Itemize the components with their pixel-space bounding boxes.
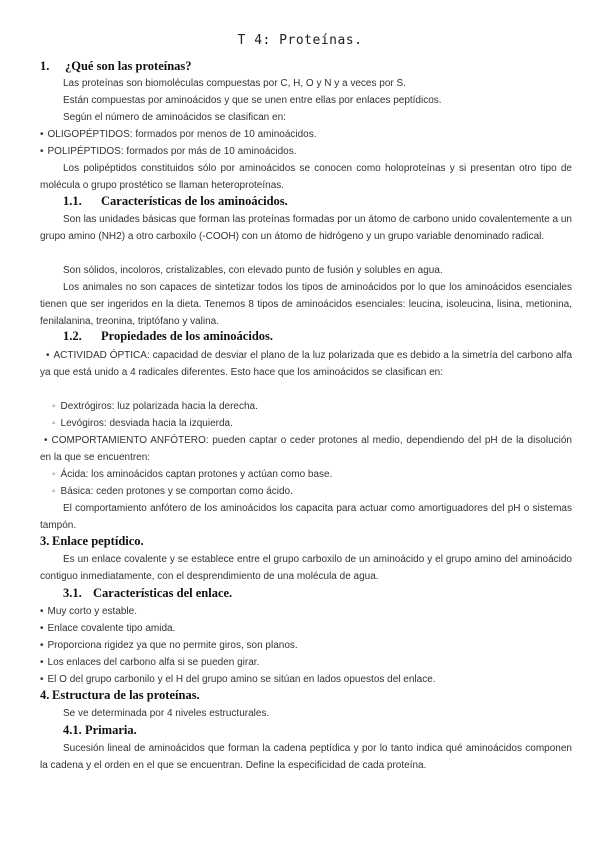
section-number: 1. (40, 59, 50, 73)
paragraph: Están compuestas por aminoácidos y que se unen entre ellas por enlaces peptídicos. (63, 95, 442, 106)
paragraph: Se ve determinada por 4 niveles estructurales. (63, 708, 270, 719)
paragraph: Sucesión lineal de aminoácidos que forman la cadena peptídica y por lo tanto indica qué aminoácidos componen la cadena y el orden en el que se encuentran. Define la especificidad de cada proteína. (40, 743, 572, 771)
section-title: ¿Qué son las proteínas? (65, 59, 192, 73)
sub-list-item: ◦ Básica: ceden protones y se comportan como ácido. (52, 483, 552, 500)
heading-section-1-1 (63, 194, 288, 209)
paragraph: Las proteínas son biomoléculas compuestas por C, H, O y N y a veces por S. (63, 78, 406, 89)
heading-section-1 (40, 59, 192, 74)
section-title: Características del enlace. (93, 586, 233, 600)
section-number: 4.1. (63, 723, 82, 737)
section-title: Enlace peptídico. (52, 534, 144, 548)
sub-list-item: ◦ Ácida: los aminoácidos captan protones y actúan como base. (52, 466, 552, 483)
list-item: • Proporciona rigidez ya que no permite giros, son planos. (40, 637, 572, 654)
section-title: Estructura de las proteínas. (52, 688, 200, 702)
page-title: T 4: Proteínas. (237, 33, 363, 48)
list-item: • Los enlaces del carbono alfa si se pueden girar. (40, 654, 572, 671)
section-title: Propiedades de los aminoácidos. (101, 329, 274, 343)
paragraph: Son sólidos, incoloros, cristalizables, con elevado punto de fusión y solubles en agua. (63, 265, 443, 276)
heading-section-3 (40, 534, 144, 549)
list-item: • ACTIVIDAD ÓPTICA: capacidad de desviar el plano de la luz polarizada que es debido a la simetría del carbono alfa ya que está unido a 4 radicales diferentes. Esto hace que los aminoácidos se clasifican en: (40, 347, 572, 381)
list-item: • Enlace covalente tipo amida. (40, 620, 572, 637)
heading-section-4 (40, 688, 200, 703)
section-number: 3. (40, 534, 50, 548)
list-item: • COMPORTAMIENTO ANFÓTERO: pueden captar o ceder protones al medio, dependiendo del pH de la disolución en la que se encuentren: (40, 432, 572, 466)
section-number: 4. (40, 688, 50, 702)
heading-section-1-2 (63, 329, 273, 344)
heading-section-4-1 (63, 723, 137, 738)
section-title: Características de los aminoácidos. (101, 194, 288, 208)
list-item: • El O del grupo carbonilo y el H del grupo amino se sitúan en lados opuestos del enlace. (40, 671, 572, 688)
paragraph: Es un enlace covalente y se establece entre el grupo carboxilo de un aminoácido y el grupo amino del aminoácido contiguo inmediatamente, con el desprendimiento de una molécula de agua. (40, 554, 572, 582)
section-number: 1.2. (63, 329, 82, 343)
list-item: • POLIPÉPTIDOS: formados por más de 10 aminoácidos. (40, 143, 560, 160)
paragraph: Los polipéptidos constituidos sólo por aminoácidos se conocen como holoproteínas y si presentan otro tipo de molécula o grupo prostético se llaman heteroproteínas. (40, 163, 572, 191)
section-number: 3.1. (63, 586, 82, 600)
paragraph: Según el número de aminoácidos se clasifican en: (63, 112, 286, 123)
list-item: • OLIGOPÉPTIDOS: formados por menos de 10 aminoácidos. (40, 126, 560, 143)
section-number: 1.1. (63, 194, 82, 208)
sub-list-item: ◦ Dextrógiros: luz polarizada hacia la derecha. (52, 398, 552, 415)
paragraph: El comportamiento anfótero de los aminoácidos los capacita para actuar como amortiguadores del pH o sistemas tampón. (40, 503, 572, 531)
heading-section-3-1 (63, 586, 232, 601)
sub-list-item: ◦ Levógiros: desviada hacia la izquierda. (52, 415, 552, 432)
paragraph: Los animales no son capaces de sintetizar todos los tipos de aminoácidos por lo que los aminoácidos esenciales tienen que ser ingeridos en la dieta. Tenemos 8 tipos de aminoácidos esenciales: leucina, isoleucina, lisina, metionina, fenilalanina, treonina, triptófano y valina. (40, 282, 572, 327)
list-item: • Muy corto y estable. (40, 603, 572, 620)
paragraph: Son las unidades básicas que forman las proteínas formadas por un átomo de carbono unido covalentemente a un grupo amino (NH2) a otro carboxilo (-COOH) con un átomo de hidrógeno y un grupo variable denominado radical. (40, 214, 572, 242)
section-title: Primaria. (85, 723, 137, 737)
